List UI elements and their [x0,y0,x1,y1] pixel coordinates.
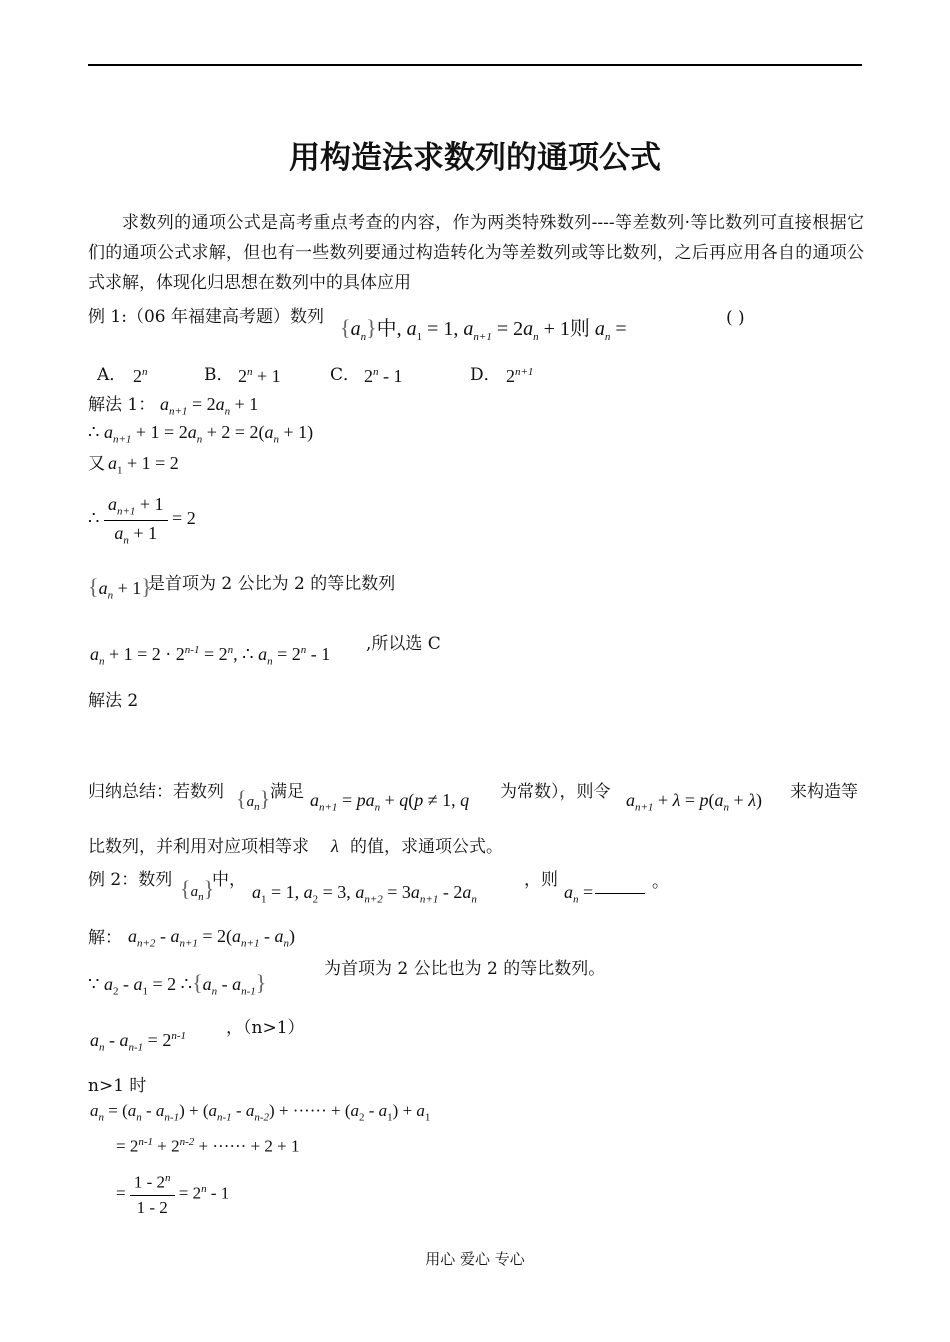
summary-sequence: $\{a_n\}$ [236,786,271,813]
example2-ze: ，则 [524,870,558,890]
method1-result: $a_n + 1 = 2 \cdot 2^{n-1} = 2^n$, ∴ $a_n = 2^n - 1$ [90,644,331,668]
example2-recurrence: $a_1 = 1$, $a_2 = 3$, $a_{n+2} = 3a_{n+1} - 2a_n$ [252,882,477,906]
method1-initial: $a_1 + 1 = 2$ [108,453,179,477]
summary-line2a: 比数列，并利用对应项相等求 [88,837,309,857]
example2-zhong: 中， [212,870,246,890]
example1-formula: $\{a_n\}$中, $a_1 = 1$, $a_{n+1} = 2a_n + 1$则 $a_n$ = [340,315,627,343]
solution2-step2: ∵ $a_2 - a_1 = 2$ $\therefore\{a_n - a_{n-1}\}$ [88,970,267,998]
option-c-label: C． [330,365,361,385]
example2-sequence: $\{a_n\}$ [180,876,215,903]
example1-answer-paren: ( ) [726,308,745,328]
method1-recurrence: $a_{n+1} = 2a_n + 1$ [160,394,259,418]
option-b-formula: 2$^n$ + 1 [238,366,281,386]
summary-text-2: 满足 [270,782,304,802]
example2-answer: $a_n$ = [564,882,647,906]
page-title: 用构造法求数列的通项公式 [289,140,661,176]
solution2-sum-line3: = $\frac{1 - 2^n}{1 - 2}$ = $2^n - 1$ [116,1172,230,1217]
solution2-step1: $a_{n+2} - a_{n+1} = 2(a_{n+1} - a_n)$ [128,926,295,950]
method1-geo-text: 是首项为 2 公比为 2 的等比数列 [148,574,396,594]
option-b-label: B． [204,365,234,385]
summary-lambda: λ [331,836,339,856]
option-a-formula: 2$^n$ [133,366,148,386]
header-rule [88,64,862,66]
solution2-geo-text: 为首项为 2 公比也为 2 的等比数列。 [324,959,606,979]
summary-recurrence: $a_{n+1} = pa_n + q(p \ne 1$, q [310,790,470,814]
method1-again: 又 [88,454,105,474]
method1-ratio: ∴ $\frac{a_{n+1} + 1}{a_n + 1}$ = 2 [88,494,196,547]
solution2-sum-line2: = $2^{n-1} + 2^{n-2}$ + ······ + 2 + 1 [116,1136,300,1156]
solution2-when: n>1 时 [88,1076,147,1096]
option-d-label: D． [470,365,501,385]
method1-transform: ∴ $a_{n+1} + 1 = 2a_n + 2 = 2(a_n + 1)$ [88,422,314,446]
solution2-sum-line1: $a_n = (a_n - a_{n-1}) + (a_{n-1} - a_{n-2})$ + ······ + $(a_2 - a_1) + a_1$ [90,1101,431,1124]
option-c-formula: 2$^n$ - 1 [364,366,403,386]
summary-text-1: 归纳总结：若数列 [88,782,224,802]
summary-line2b: 的值，求通项公式。 [350,837,503,857]
solution2-step3: $a_n - a_{n-1} = 2^{n-1}$ [90,1030,186,1054]
option-d-formula: $2^{n+1}$ [506,366,534,386]
example2-label: 例 2：数列 [88,870,173,890]
page-footer: 用心 爱心 专心 [425,1250,525,1268]
example1-label: 例 1:（06 年福建高考题）数列 [88,307,324,327]
method1-choose: ,所以选 C [366,634,441,654]
example2-end: 。 [652,872,669,892]
method1-sequence: $\{a_n + 1\}$ [88,574,152,602]
summary-text-3: 为常数），则令 [500,782,611,802]
method2-label: 解法 2 [88,691,139,711]
solution2-label: 解： [88,928,122,948]
option-a-label: A． [97,365,127,385]
summary-text-4: 来构造等 [790,782,858,802]
solution2-cond: ，（n>1） [226,1018,305,1038]
summary-construction: $a_{n+1} + \lambda = p(a_n + \lambda)$ [626,790,762,814]
method1-label: 解法 1： [88,395,156,415]
intro-paragraph: 求数列的通项公式是高考重点考查的内容，作为两类特殊数列----等差数列·等比数列可直接根据它们的通项公式求解，但也有一些数列要通过构造转化为等差数列或等比数列，之后再应用各自的通项公式求解，体现化归思想在数列中的具体应用 [88,213,864,293]
